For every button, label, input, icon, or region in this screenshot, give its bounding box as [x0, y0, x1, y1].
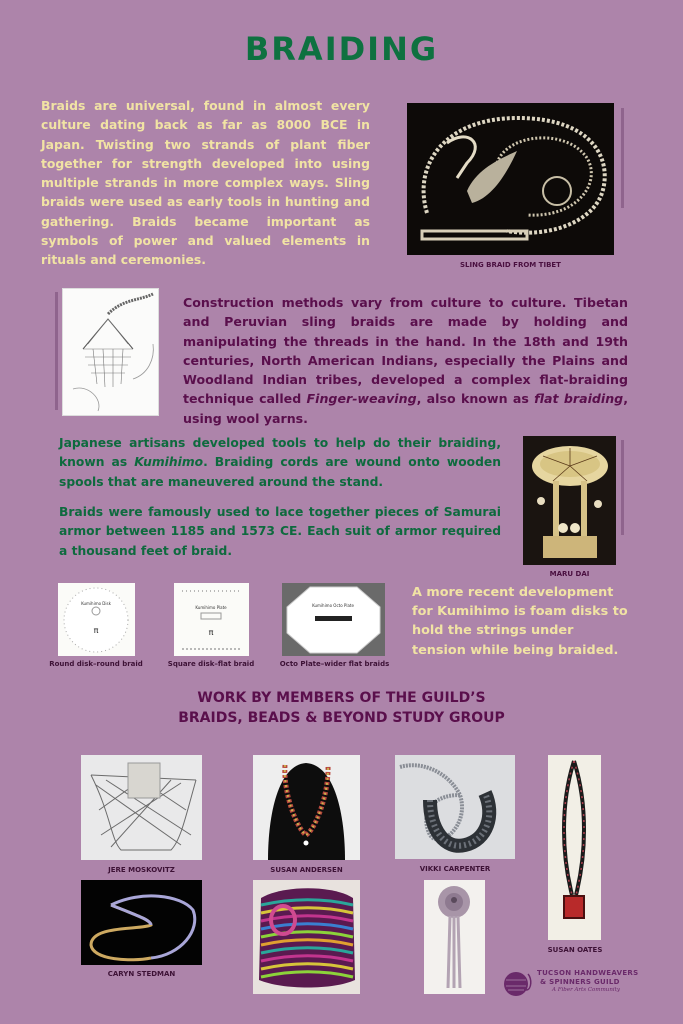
- foam-paragraph: A more recent development for Kumihimo is foam disks to hold the strings under tension while being braided.: [412, 585, 628, 658]
- finger-weaving-drawing: [62, 288, 159, 416]
- square-disk-caption: Square disk–flat braid: [167, 660, 255, 668]
- photo-credit-mark: [621, 108, 624, 208]
- maru-dai-photo: [523, 436, 616, 565]
- octo-plate-photo: [282, 583, 385, 656]
- work-heading-line2: BRAIDS, BEADS & BEYOND STUDY GROUP: [178, 710, 505, 726]
- samurai-paragraph: Braids were famously used to lace together pieces of Samurai armor between 1185 and 1573 CE. Each suit of armor required a thousand feet of braid.: [59, 505, 501, 558]
- susan-oates-photo: [548, 755, 601, 940]
- woven-basket-photo: [253, 880, 360, 994]
- svg-text:π: π: [208, 628, 214, 637]
- kumihimo-italic: Kumihimo: [134, 455, 204, 470]
- susan-andersen-photo: [253, 755, 360, 860]
- work-heading-line1: WORK BY MEMBERS OF THE GUILD’S: [197, 690, 486, 706]
- svg-text:Kumihimo Octo Plate: Kumihimo Octo Plate: [312, 603, 354, 608]
- caryn-stedman-photo: [81, 880, 202, 965]
- susan-andersen-name: SUSAN ANDERSEN: [270, 866, 343, 874]
- intro-paragraph: Braids are universal, found in almost every culture dating back as far as 8000 BCE in Japan. Twisting two strands of plant fiber together for strength developed into using multiple strands in more complex ways. Sling braids were used as early tools in hunting and gathering. Braids became important as symbols of power and valued elements in rituals and ceremonies.: [41, 98, 370, 268]
- kumihimo-text-a: Japanese artisans developed tools to help do their braiding, known as: [59, 436, 501, 470]
- square-disk-photo: [174, 583, 249, 656]
- round-disk-photo: [58, 583, 135, 656]
- marudai-credit-mark: [621, 440, 624, 535]
- construction-paragraph: [183, 293, 628, 428]
- octo-plate-caption: Octo Plate–wider flat braids: [279, 660, 390, 668]
- guild-name-line1: TUCSON HANDWEAVERS: [537, 969, 639, 977]
- svg-text:Kumihimo Plate: Kumihimo Plate: [195, 605, 227, 610]
- construction-italic-b: flat braiding: [534, 391, 624, 407]
- kumihimo-paragraph: [59, 434, 501, 492]
- drawing-credit-mark: [55, 292, 58, 410]
- jere-moskovitz-name: JERE MOSKOVITZ: [108, 866, 175, 874]
- svg-text:Kumihimo Disk: Kumihimo Disk: [81, 601, 111, 606]
- vikki-carpenter-photo: [395, 755, 515, 859]
- caryn-stedman-name: CARYN STEDMAN: [107, 970, 176, 978]
- sling-braid-photo: [407, 103, 614, 255]
- jere-moskovitz-photo: [81, 755, 202, 860]
- construction-text-a: Construction methods vary from culture to culture. Tibetan and Peruvian sling braids are made by holding and manipulating the threads in the hand. In the 18th and 19th centuries, North American Indians, especially the Plains and Woodland Indian tribes, developed a complex flat-braiding technique called: [183, 295, 628, 407]
- guild-logo-icon: [502, 968, 534, 998]
- guild-name-line2: & SPINNERS GUILD: [540, 978, 620, 986]
- round-disk-caption: Round disk–round braid: [49, 660, 143, 668]
- susan-oates-name: SUSAN OATES: [547, 946, 603, 954]
- maru-dai-caption: MARU DAI: [549, 570, 590, 578]
- construction-text-c: , using wool yarns.: [183, 391, 628, 426]
- kumihimo-text-b: . Braiding cords are wound onto wooden spools that are maneuvered around the stand.: [59, 455, 501, 489]
- flower-brooch-photo: [424, 880, 485, 994]
- work-heading: [0, 688, 683, 728]
- sling-braid-caption: SLING BRAID FROM TIBET: [460, 261, 561, 269]
- page-title: BRAIDING: [244, 30, 439, 68]
- svg-text:π: π: [93, 626, 99, 635]
- guild-tagline: A Fiber Arts Community: [552, 987, 620, 993]
- construction-italic-a: Finger-weaving: [306, 391, 417, 407]
- guild-logo: [502, 968, 642, 998]
- construction-text-b: , also known as: [416, 391, 535, 407]
- vikki-carpenter-name: VIKKI CARPENTER: [419, 865, 491, 873]
